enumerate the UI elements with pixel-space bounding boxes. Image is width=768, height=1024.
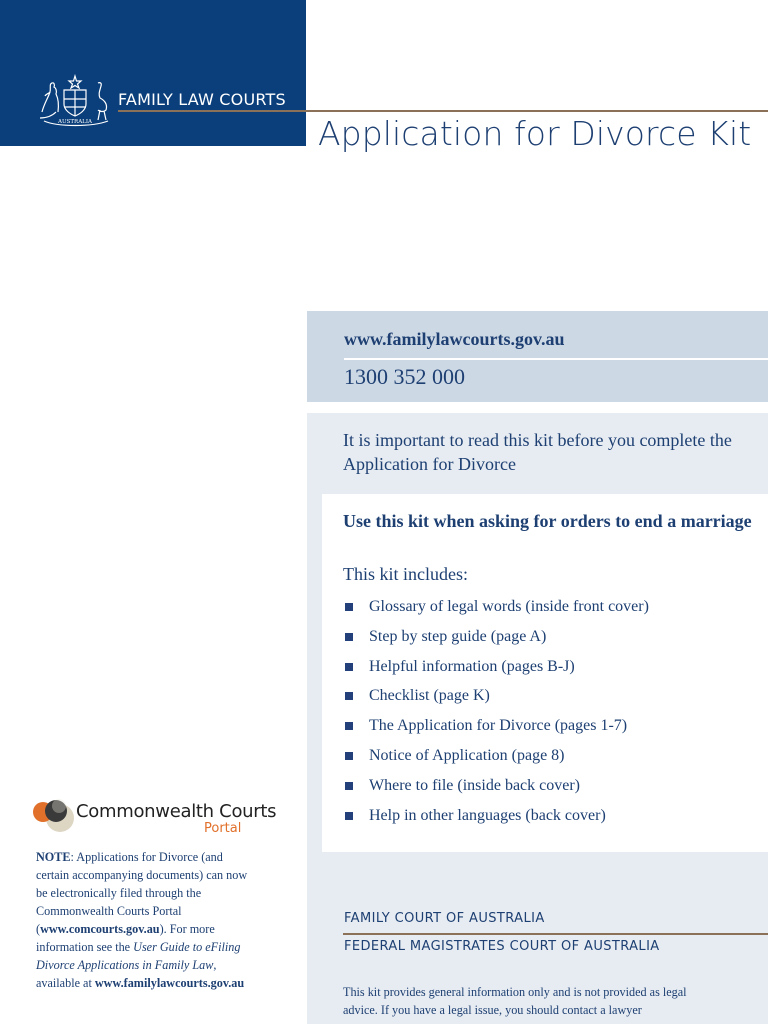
square-bullet-icon — [345, 782, 353, 790]
kit-items-list — [343, 592, 649, 830]
kit-heading: Use this kit when asking for orders to end a marriage — [343, 511, 752, 531]
list-item — [343, 741, 649, 771]
list-item — [343, 592, 649, 622]
list-item — [343, 681, 649, 711]
portal-subtitle: Portal — [204, 821, 242, 836]
disclaimer-text: This kit provides general information only and is not provided as legal advice. If you have a legal issue, you should contact a lawyer — [343, 985, 687, 1017]
square-bullet-icon — [345, 752, 353, 760]
main-panel — [307, 413, 768, 1024]
user-guide-title: User Guide to eFiling Divorce Applications in Family Law — [36, 940, 241, 972]
list-item-text: Notice of Application (page 8) — [369, 746, 565, 764]
agency-name: FAMILY LAW COURTS — [118, 90, 286, 109]
document-title: Application for Divorce Kit — [318, 114, 752, 153]
contact-phone: 1300 352 000 — [344, 364, 465, 389]
portal-note — [36, 848, 258, 992]
square-bullet-icon — [345, 722, 353, 730]
court-divider — [343, 933, 768, 935]
list-item — [343, 622, 649, 652]
list-item — [343, 711, 649, 741]
contact-panel — [307, 311, 768, 402]
note-text: , available at — [36, 958, 217, 990]
comcourts-link[interactable]: www.comcourts.gov.au — [40, 922, 160, 936]
list-item-text: Helpful information (pages B-J) — [369, 657, 575, 675]
header-divider — [118, 110, 768, 112]
header-logo-block — [0, 0, 306, 146]
list-item-text: Step by step guide (page A) — [369, 627, 547, 645]
list-item-text: Where to file (inside back cover) — [369, 776, 581, 794]
list-item-text: Help in other languages (back cover) — [369, 806, 606, 824]
list-item-text: Glossary of legal words (inside front cover) — [369, 598, 649, 615]
list-item-text: Checklist (page K) — [369, 687, 490, 705]
square-bullet-icon — [345, 692, 353, 700]
list-item — [343, 652, 649, 682]
contact-divider — [344, 358, 768, 360]
list-item — [343, 771, 649, 801]
federal-court-name: FEDERAL MAGISTRATES COURT OF AUSTRALIA — [344, 939, 660, 954]
portal-name: Commonwealth Courts — [76, 801, 277, 822]
portal-circles-icon — [32, 792, 76, 834]
important-note: It is important to read this kit before you complete the Application for Divorce — [343, 430, 732, 474]
square-bullet-icon — [345, 663, 353, 671]
family-court-name: FAMILY COURT OF AUSTRALIA — [344, 911, 545, 926]
note-text: : Applications for Divorce (and certain accompanying documents) can now be electronically filed through the Commonwealth Courts Portal ( — [36, 850, 248, 936]
note-text: ). For more information see the — [36, 922, 215, 954]
list-item-text: The Application for Divorce (pages 1-7) — [369, 717, 628, 735]
kit-includes-label: This kit includes: — [343, 564, 468, 584]
familylawcourts-link[interactable]: www.familylawcourts.gov.au — [94, 976, 245, 990]
crest-caption: AUSTRALIA — [58, 119, 92, 125]
square-bullet-icon — [345, 633, 353, 641]
contact-website-link[interactable]: www.familylawcourts.gov.au — [344, 329, 565, 349]
list-item — [343, 801, 649, 831]
note-label: NOTE — [36, 850, 71, 864]
coat-of-arms-icon — [36, 74, 114, 128]
square-bullet-icon — [345, 812, 353, 820]
kit-contents-card — [322, 494, 768, 852]
square-bullet-icon — [345, 603, 353, 611]
